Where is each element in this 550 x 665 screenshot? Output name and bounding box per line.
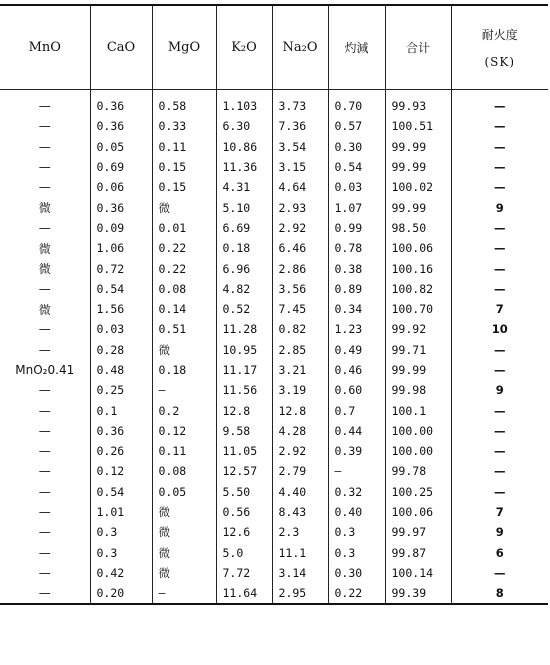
cell-mgo: 0.05 — [152, 482, 216, 502]
cell-ignition: 0.30 — [328, 137, 385, 157]
cell-mgo: 0.22 — [152, 258, 216, 278]
table-row — [0, 583, 548, 604]
table-row — [0, 522, 548, 542]
cell-k2o: 12.8 — [216, 400, 272, 420]
cell-mgo: 微 — [152, 543, 216, 563]
table-header — [0, 5, 548, 90]
cell-na2o: 3.54 — [272, 137, 328, 157]
cell-k2o: 10.95 — [216, 340, 272, 360]
cell-k2o: 6.69 — [216, 218, 272, 238]
cell-cao: 0.05 — [90, 137, 152, 157]
table-row — [0, 441, 548, 461]
cell-k2o: 10.86 — [216, 137, 272, 157]
table-row — [0, 319, 548, 339]
table-row — [0, 218, 548, 238]
cell-sk: — — [451, 563, 548, 583]
cell-cao: 0.36 — [90, 116, 152, 136]
composition-table — [0, 4, 548, 605]
cell-mno: — — [0, 583, 90, 604]
cell-cao: 0.1 — [90, 400, 152, 420]
cell-mno: — — [0, 90, 90, 117]
cell-mgo: 0.15 — [152, 177, 216, 197]
table-row — [0, 340, 548, 360]
cell-ignition: 0.44 — [328, 421, 385, 441]
cell-k2o: 12.6 — [216, 522, 272, 542]
cell-ignition: 1.23 — [328, 319, 385, 339]
table-row — [0, 90, 548, 117]
cell-sk: — — [451, 441, 548, 461]
cell-ignition: 0.99 — [328, 218, 385, 238]
cell-mno: 微 — [0, 299, 90, 319]
cell-na2o: 2.85 — [272, 340, 328, 360]
cell-k2o: 1.103 — [216, 90, 272, 117]
cell-total: 100.06 — [385, 238, 451, 258]
cell-k2o: 9.58 — [216, 421, 272, 441]
cell-mno: — — [0, 157, 90, 177]
cell-mno: 微 — [0, 197, 90, 217]
cell-k2o: 11.36 — [216, 157, 272, 177]
cell-total: 100.14 — [385, 563, 451, 583]
cell-ignition: 0.70 — [328, 90, 385, 117]
cell-mgo: — — [152, 583, 216, 604]
cell-mgo: 微 — [152, 522, 216, 542]
cell-total: 99.39 — [385, 583, 451, 604]
cell-k2o: 11.05 — [216, 441, 272, 461]
cell-ignition: — — [328, 461, 385, 481]
cell-total: 99.87 — [385, 543, 451, 563]
cell-ignition: 0.49 — [328, 340, 385, 360]
cell-na2o: 2.86 — [272, 258, 328, 278]
cell-mno: — — [0, 421, 90, 441]
cell-ignition: 0.89 — [328, 279, 385, 299]
cell-mgo: 0.18 — [152, 360, 216, 380]
cell-sk: 8 — [451, 583, 548, 604]
cell-mgo: 微 — [152, 197, 216, 217]
cell-cao: 0.3 — [90, 543, 152, 563]
cell-mgo: 0.33 — [152, 116, 216, 136]
cell-k2o: 5.50 — [216, 482, 272, 502]
cell-mgo: 0.2 — [152, 400, 216, 420]
cell-total: 100.51 — [385, 116, 451, 136]
cell-mgo: 0.11 — [152, 441, 216, 461]
cell-total: 99.97 — [385, 522, 451, 542]
cell-total: 100.82 — [385, 279, 451, 299]
cell-sk: — — [451, 421, 548, 441]
cell-total: 98.50 — [385, 218, 451, 238]
cell-cao: 0.28 — [90, 340, 152, 360]
cell-k2o: 0.18 — [216, 238, 272, 258]
cell-sk: 7 — [451, 502, 548, 522]
cell-cao: 0.36 — [90, 421, 152, 441]
cell-na2o: 4.64 — [272, 177, 328, 197]
cell-sk: — — [451, 340, 548, 360]
cell-na2o: 6.46 — [272, 238, 328, 258]
cell-ignition: 0.30 — [328, 563, 385, 583]
cell-ignition: 0.60 — [328, 380, 385, 400]
cell-ignition: 0.03 — [328, 177, 385, 197]
cell-ignition: 0.34 — [328, 299, 385, 319]
cell-cao: 0.25 — [90, 380, 152, 400]
cell-total: 99.78 — [385, 461, 451, 481]
cell-mno: 微 — [0, 258, 90, 278]
cell-k2o: 7.72 — [216, 563, 272, 583]
cell-mno: — — [0, 340, 90, 360]
cell-total: 100.00 — [385, 441, 451, 461]
cell-cao: 0.36 — [90, 90, 152, 117]
cell-ignition: 0.7 — [328, 400, 385, 420]
table-row — [0, 258, 548, 278]
header-refractoriness — [451, 5, 548, 90]
cell-sk: — — [451, 137, 548, 157]
cell-ignition: 0.22 — [328, 583, 385, 604]
cell-mno: MnO₂0.41 — [0, 360, 90, 380]
cell-na2o: 2.93 — [272, 197, 328, 217]
cell-cao: 0.72 — [90, 258, 152, 278]
cell-sk: 7 — [451, 299, 548, 319]
cell-total: 99.71 — [385, 340, 451, 360]
cell-mno: — — [0, 319, 90, 339]
cell-total: 100.02 — [385, 177, 451, 197]
cell-mgo: 0.14 — [152, 299, 216, 319]
cell-cao: 0.3 — [90, 522, 152, 542]
cell-na2o: 0.82 — [272, 319, 328, 339]
cell-ignition: 0.3 — [328, 522, 385, 542]
cell-mgo: 微 — [152, 563, 216, 583]
cell-mno: — — [0, 482, 90, 502]
header-k2o: K₂O — [216, 5, 272, 90]
table-row — [0, 400, 548, 420]
cell-cao: 1.01 — [90, 502, 152, 522]
cell-total: 100.00 — [385, 421, 451, 441]
cell-na2o: 2.92 — [272, 441, 328, 461]
cell-na2o: 3.19 — [272, 380, 328, 400]
cell-total: 100.16 — [385, 258, 451, 278]
cell-total: 100.70 — [385, 299, 451, 319]
cell-na2o: 3.56 — [272, 279, 328, 299]
cell-sk: — — [451, 218, 548, 238]
cell-sk: — — [451, 238, 548, 258]
cell-sk: 9 — [451, 197, 548, 217]
cell-sk: — — [451, 279, 548, 299]
cell-k2o: 12.57 — [216, 461, 272, 481]
cell-na2o: 11.1 — [272, 543, 328, 563]
cell-cao: 0.54 — [90, 482, 152, 502]
cell-k2o: 11.28 — [216, 319, 272, 339]
cell-k2o: 6.96 — [216, 258, 272, 278]
cell-mgo: 微 — [152, 340, 216, 360]
cell-total: 99.93 — [385, 90, 451, 117]
cell-cao: 0.36 — [90, 197, 152, 217]
cell-mno: — — [0, 461, 90, 481]
cell-total: 99.98 — [385, 380, 451, 400]
cell-k2o: 4.31 — [216, 177, 272, 197]
cell-ignition: 0.40 — [328, 502, 385, 522]
cell-sk: 9 — [451, 522, 548, 542]
cell-mgo: 0.01 — [152, 218, 216, 238]
cell-k2o: 6.30 — [216, 116, 272, 136]
cell-mno: — — [0, 380, 90, 400]
cell-total: 99.92 — [385, 319, 451, 339]
cell-sk: — — [451, 116, 548, 136]
table-body — [0, 90, 548, 605]
cell-cao: 0.48 — [90, 360, 152, 380]
cell-cao: 0.06 — [90, 177, 152, 197]
header-mgo: MgO — [152, 5, 216, 90]
cell-sk: — — [451, 360, 548, 380]
cell-total: 100.25 — [385, 482, 451, 502]
cell-na2o: 2.79 — [272, 461, 328, 481]
cell-na2o: 12.8 — [272, 400, 328, 420]
cell-ignition: 0.57 — [328, 116, 385, 136]
cell-total: 99.99 — [385, 157, 451, 177]
cell-na2o: 8.43 — [272, 502, 328, 522]
cell-total: 100.1 — [385, 400, 451, 420]
cell-ignition: 0.32 — [328, 482, 385, 502]
cell-sk: — — [451, 157, 548, 177]
cell-cao: 0.20 — [90, 583, 152, 604]
cell-ignition: 0.46 — [328, 360, 385, 380]
table-row — [0, 116, 548, 136]
cell-na2o: 3.73 — [272, 90, 328, 117]
cell-k2o: 4.82 — [216, 279, 272, 299]
cell-sk: — — [451, 177, 548, 197]
cell-na2o: 4.28 — [272, 421, 328, 441]
table-row — [0, 380, 548, 400]
cell-mno: — — [0, 502, 90, 522]
cell-mno: — — [0, 563, 90, 583]
table-row — [0, 421, 548, 441]
cell-cao: 0.42 — [90, 563, 152, 583]
cell-mgo: 0.51 — [152, 319, 216, 339]
cell-mno: — — [0, 137, 90, 157]
header-refractoriness-label: 耐火度 — [481, 28, 518, 42]
table-row — [0, 279, 548, 299]
header-row — [0, 5, 548, 90]
cell-na2o: 3.15 — [272, 157, 328, 177]
cell-total: 99.99 — [385, 137, 451, 157]
cell-mno: — — [0, 400, 90, 420]
table-row — [0, 137, 548, 157]
cell-mno: — — [0, 218, 90, 238]
cell-ignition: 0.54 — [328, 157, 385, 177]
cell-mno: 微 — [0, 238, 90, 258]
cell-mno: — — [0, 441, 90, 461]
cell-na2o: 2.92 — [272, 218, 328, 238]
header-mno: MnO — [0, 5, 90, 90]
header-total: 合计 — [385, 5, 451, 90]
cell-sk: 6 — [451, 543, 548, 563]
cell-k2o: 11.17 — [216, 360, 272, 380]
table-row — [0, 157, 548, 177]
cell-mgo: 0.15 — [152, 157, 216, 177]
cell-na2o: 3.21 — [272, 360, 328, 380]
cell-sk: — — [451, 461, 548, 481]
header-ignition-loss: 灼減 — [328, 5, 385, 90]
cell-k2o: 11.56 — [216, 380, 272, 400]
cell-cao: 0.09 — [90, 218, 152, 238]
table-row — [0, 461, 548, 481]
cell-total: 99.99 — [385, 197, 451, 217]
header-refractoriness-unit: (SK) — [484, 55, 516, 69]
cell-mgo: 0.22 — [152, 238, 216, 258]
cell-ignition: 0.39 — [328, 441, 385, 461]
cell-sk: 10 — [451, 319, 548, 339]
header-cao: CaO — [90, 5, 152, 90]
cell-ignition: 0.3 — [328, 543, 385, 563]
cell-mno: — — [0, 177, 90, 197]
cell-total: 100.06 — [385, 502, 451, 522]
table-row — [0, 299, 548, 319]
cell-mno: — — [0, 522, 90, 542]
cell-na2o: 3.14 — [272, 563, 328, 583]
table-row — [0, 502, 548, 522]
cell-na2o: 2.3 — [272, 522, 328, 542]
cell-k2o: 0.56 — [216, 502, 272, 522]
cell-sk: 9 — [451, 380, 548, 400]
cell-mgo: 0.58 — [152, 90, 216, 117]
cell-na2o: 7.45 — [272, 299, 328, 319]
cell-mno: — — [0, 116, 90, 136]
cell-mgo: 0.08 — [152, 279, 216, 299]
cell-sk: — — [451, 90, 548, 117]
cell-sk: — — [451, 258, 548, 278]
cell-mgo: 0.08 — [152, 461, 216, 481]
cell-ignition: 0.38 — [328, 258, 385, 278]
cell-mgo: 微 — [152, 502, 216, 522]
cell-ignition: 1.07 — [328, 197, 385, 217]
header-na2o: Na₂O — [272, 5, 328, 90]
table-row — [0, 563, 548, 583]
cell-cao: 0.54 — [90, 279, 152, 299]
cell-k2o: 0.52 — [216, 299, 272, 319]
cell-ignition: 0.78 — [328, 238, 385, 258]
cell-cao: 1.56 — [90, 299, 152, 319]
cell-mgo: 0.12 — [152, 421, 216, 441]
cell-cao: 0.12 — [90, 461, 152, 481]
cell-cao: 0.03 — [90, 319, 152, 339]
cell-mno: — — [0, 279, 90, 299]
cell-k2o: 5.0 — [216, 543, 272, 563]
cell-k2o: 5.10 — [216, 197, 272, 217]
cell-mno: — — [0, 543, 90, 563]
cell-na2o: 2.95 — [272, 583, 328, 604]
table-row — [0, 482, 548, 502]
table-row — [0, 177, 548, 197]
table-row — [0, 197, 548, 217]
cell-mgo: 0.11 — [152, 137, 216, 157]
cell-cao: 0.26 — [90, 441, 152, 461]
cell-k2o: 11.64 — [216, 583, 272, 604]
cell-na2o: 7.36 — [272, 116, 328, 136]
cell-cao: 0.69 — [90, 157, 152, 177]
table-row — [0, 238, 548, 258]
cell-sk: — — [451, 482, 548, 502]
table-row — [0, 543, 548, 563]
cell-total: 99.99 — [385, 360, 451, 380]
cell-cao: 1.06 — [90, 238, 152, 258]
cell-na2o: 4.40 — [272, 482, 328, 502]
table-row — [0, 360, 548, 380]
cell-mgo: — — [152, 380, 216, 400]
cell-sk: — — [451, 400, 548, 420]
